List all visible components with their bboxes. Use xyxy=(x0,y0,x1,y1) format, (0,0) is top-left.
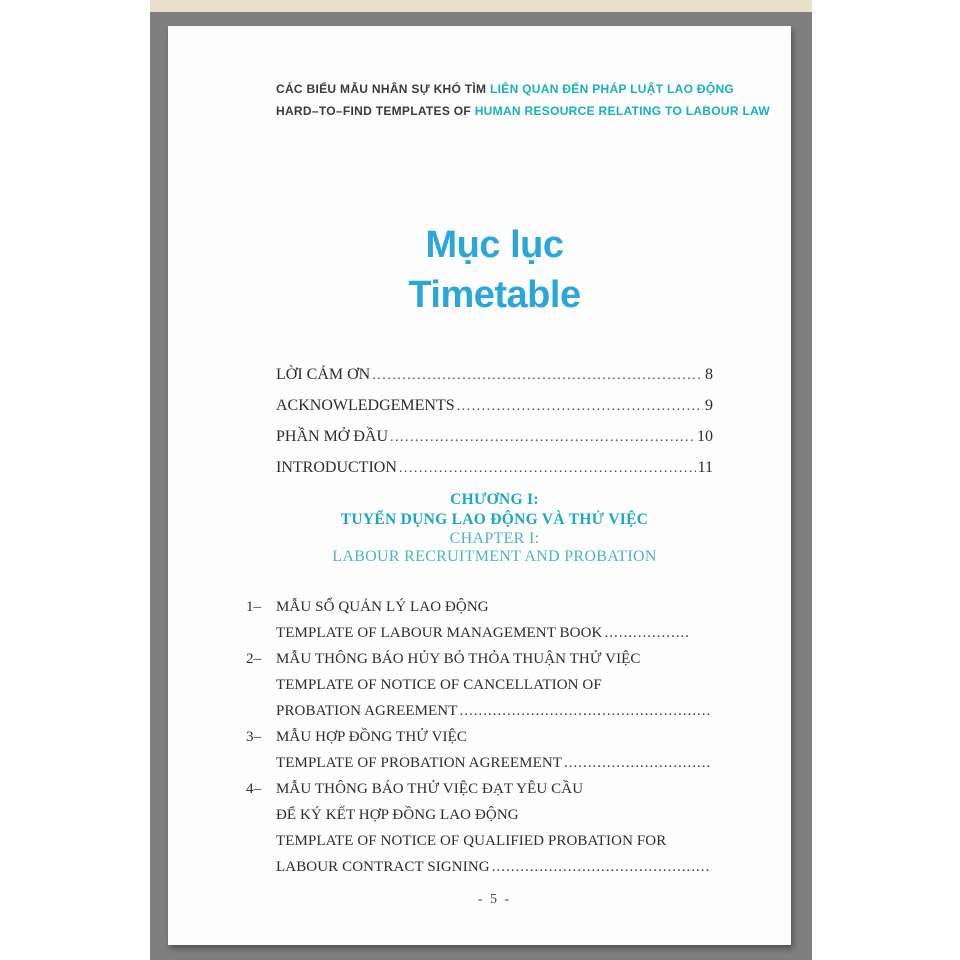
toc-item-en xyxy=(276,620,713,646)
dot-leader xyxy=(390,422,695,453)
toc-item-number: 2– xyxy=(246,651,262,667)
toc-item-en-line1: TEMPLATE OF NOTICE OF QUALIFIED PROBATION FOR xyxy=(276,833,667,849)
toc-item-number: 4– xyxy=(246,781,262,797)
toc-item-2 xyxy=(246,646,713,724)
toc-item-1 xyxy=(246,594,713,646)
toc-item-en-line1: TEMPLATE OF NOTICE OF CANCELLATION OF xyxy=(276,677,602,693)
running-header xyxy=(276,78,771,122)
dot-leader xyxy=(492,854,711,880)
toc-item-en-line2 xyxy=(276,854,713,880)
page-title xyxy=(276,220,713,320)
toc-entry xyxy=(276,391,713,422)
dot-leader xyxy=(457,391,703,422)
gray-page-frame xyxy=(150,12,812,960)
toc-entry-page: 10 xyxy=(697,428,713,445)
toc-entry-label: ACKNOWLEDGEMENTS xyxy=(276,397,455,414)
toc-entry xyxy=(276,360,713,391)
toc-item-number: 1– xyxy=(246,599,262,615)
toc-item-vi xyxy=(246,724,713,750)
toc-item-3 xyxy=(246,724,713,776)
header-line-en-dark: HARD–TO–FIND TEMPLATES OF xyxy=(276,104,472,118)
dot-leader xyxy=(564,750,711,776)
toc-entry xyxy=(276,453,713,484)
chapter-heading-vi-line1: CHƯƠNG I: xyxy=(450,491,539,508)
beige-top-strip xyxy=(150,0,812,12)
toc-item-4 xyxy=(246,776,713,880)
toc-entry-page: 11 xyxy=(697,459,713,476)
toc-item-vi-line1 xyxy=(246,776,713,802)
toc-chapter-items xyxy=(246,594,713,880)
chapter-heading xyxy=(276,490,713,565)
toc-entry xyxy=(276,422,713,453)
toc-entry-label: PHẦN MỞ ĐẦU xyxy=(276,428,389,445)
header-line-vi-dark: CÁC BIỂU MẪU NHÂN SỰ KHÓ TÌM xyxy=(276,82,487,96)
header-line-en xyxy=(276,100,771,122)
book-page xyxy=(168,26,791,945)
toc-item-vi-line2: ĐỂ KÝ KẾT HỢP ĐỒNG LAO ĐỘNG xyxy=(276,807,519,823)
toc-item-vi-text: MẪU SỔ QUẢN LÝ LAO ĐỘNG xyxy=(276,599,489,615)
toc-item-en-text: LABOUR CONTRACT SIGNING xyxy=(276,859,490,875)
toc-item-vi xyxy=(246,646,713,672)
toc-item-vi-text: MẪU HỢP ĐỒNG THỬ VIỆC xyxy=(276,729,467,745)
toc-front-matter xyxy=(276,360,713,484)
toc-item-vi-text: MẪU THÔNG BÁO THỬ VIỆC ĐẠT YÊU CẦU xyxy=(276,781,584,797)
toc-item-en-text: PROBATION AGREEMENT xyxy=(276,703,458,719)
toc-entry-page: 9 xyxy=(705,397,713,414)
page-title-en: Timetable xyxy=(408,274,581,316)
toc-entry-page: 8 xyxy=(705,366,713,383)
header-line-vi xyxy=(276,78,735,100)
chapter-heading-en-line2: LABOUR RECRUITMENT AND PROBATION xyxy=(332,547,657,565)
header-line-en-accent: HUMAN RESOURCE RELATING TO LABOUR LAW xyxy=(474,104,771,118)
toc-item-vi xyxy=(246,594,713,620)
chapter-heading-vi-line2: TUYỂN DỤNG LAO ĐỘNG VÀ THỬ VIỆC xyxy=(340,511,649,528)
page-number: - 5 - xyxy=(477,892,512,907)
dot-leader xyxy=(399,453,696,484)
dot-leader xyxy=(460,698,712,724)
toc-item-en xyxy=(276,750,713,776)
dot-leader xyxy=(604,620,689,646)
toc-item-en-text: TEMPLATE OF LABOUR MANAGEMENT BOOK xyxy=(276,625,603,641)
header-line-vi-accent: LIÊN QUAN ĐẾN PHÁP LUẬT LAO ĐỘNG xyxy=(490,82,735,96)
toc-item-en-text: TEMPLATE OF PROBATION AGREEMENT xyxy=(276,755,563,771)
toc-entry-label: INTRODUCTION xyxy=(276,459,397,476)
dot-leader xyxy=(372,360,703,391)
toc-item-number: 3– xyxy=(246,729,262,745)
page-title-vi: Mục lục xyxy=(425,224,564,266)
toc-entry-label: LỜI CẢM ƠN xyxy=(276,366,371,383)
toc-item-en-line2 xyxy=(276,698,713,724)
toc-item-vi-text: MẪU THÔNG BÁO HỦY BỎ THỎA THUẬN THỬ VIỆC xyxy=(276,651,641,667)
chapter-heading-en-line1: CHAPTER I: xyxy=(449,530,540,547)
